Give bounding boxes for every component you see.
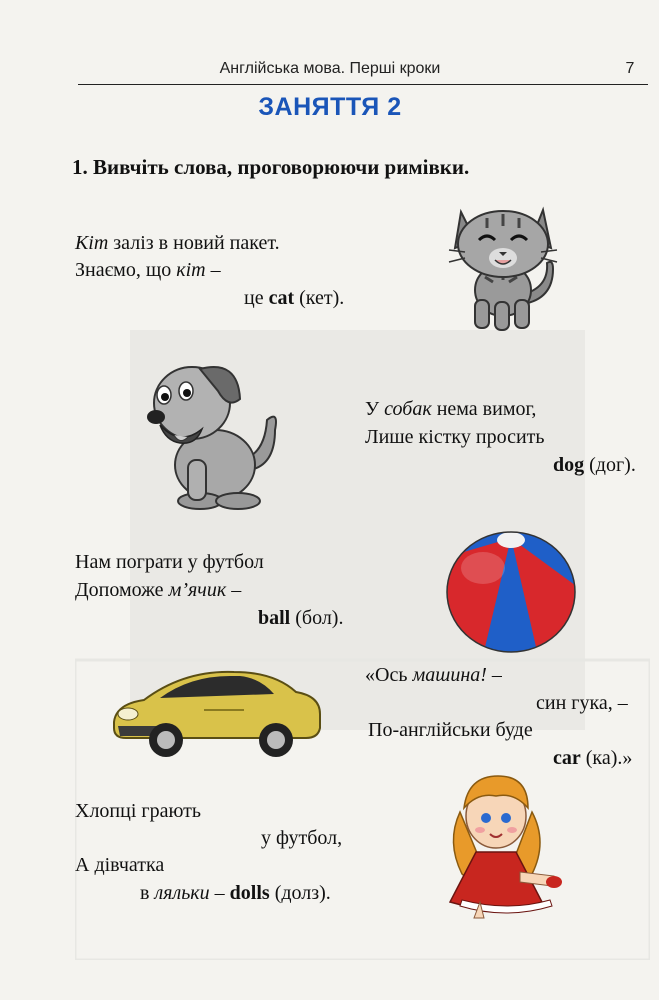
car-poem-word: машина! [412,664,487,686]
cat-poem-line-1 [75,232,280,255]
cat-poem-text: Знаємо, що [75,259,177,281]
ball-poem-line-1: Нам пограти у футбол [75,551,264,573]
doll-illustration-icon [440,772,570,922]
dog-poem-line-3 [553,454,636,477]
dolls-poem-line-3: А дівчатка [75,854,165,876]
ball-english-word: ball [258,607,291,629]
car-poem-text: – [486,664,502,686]
dog-poem-text: нема вимог, [431,398,537,420]
dolls-poem-text: (долз). [269,882,331,904]
cat-poem-text: (кет). [294,287,345,309]
running-title: Англійська мова. Перші кроки [219,60,441,77]
ball-poem-line-2 [75,579,241,602]
cat-english-word: cat [268,287,295,309]
ball-poem-word: м’ячик [168,579,227,601]
car-poem-line-3: По-англійськи буде [368,719,533,741]
dog-poem-line-2: Лише кістку просить [365,426,545,448]
ball-poem-text: – [226,579,242,601]
cat-illustration-icon [445,192,560,332]
cat-poem-line-3 [244,287,344,310]
lesson-title: ЗАНЯТТЯ 2 [258,93,402,121]
page-number: 7 [625,60,635,77]
ball-illustration-icon [443,528,579,656]
car-poem-text: «Ось [365,664,413,686]
car-poem-text: (ка).» [580,747,633,769]
ball-poem-text: Допоможе [75,579,169,601]
dolls-poem-word: ляльки [154,882,210,904]
dolls-poem-line-4 [140,882,331,905]
cat-poem-text: – [205,259,221,281]
cat-poem-text: це [244,287,269,309]
task-title: 1. Вивчіть слова, проговорюючи римівки. [72,155,470,179]
car-english-word: car [553,747,581,769]
cat-poem-text: заліз в новий пакет. [108,232,280,254]
car-poem-line-2: син гука, – [536,692,628,714]
cat-poem-word: кіт [176,259,206,281]
dolls-poem-text: в [140,882,155,904]
header-rule [78,84,648,85]
dog-poem-text: У [365,398,385,420]
dolls-poem-line-2: у футбол, [261,827,343,849]
cat-poem-line-2 [75,259,221,282]
car-poem-line-4 [553,747,632,770]
ball-poem-text: (бол). [290,607,344,629]
dolls-poem-text: – [209,882,230,904]
dog-illustration-icon [140,355,285,510]
dog-english-word: dog [553,454,585,476]
dog-poem-text: (дог). [584,454,636,476]
dolls-english-word: dolls [229,882,270,904]
car-illustration-icon [104,660,324,760]
dolls-poem-line-1: Хлопці грають [75,800,202,822]
ball-poem-line-3 [258,607,343,630]
cat-poem-word: Кіт [75,232,109,254]
dog-poem-word: собак [384,398,432,420]
car-poem-line-1 [365,664,502,687]
dog-poem-line-1 [365,398,536,421]
